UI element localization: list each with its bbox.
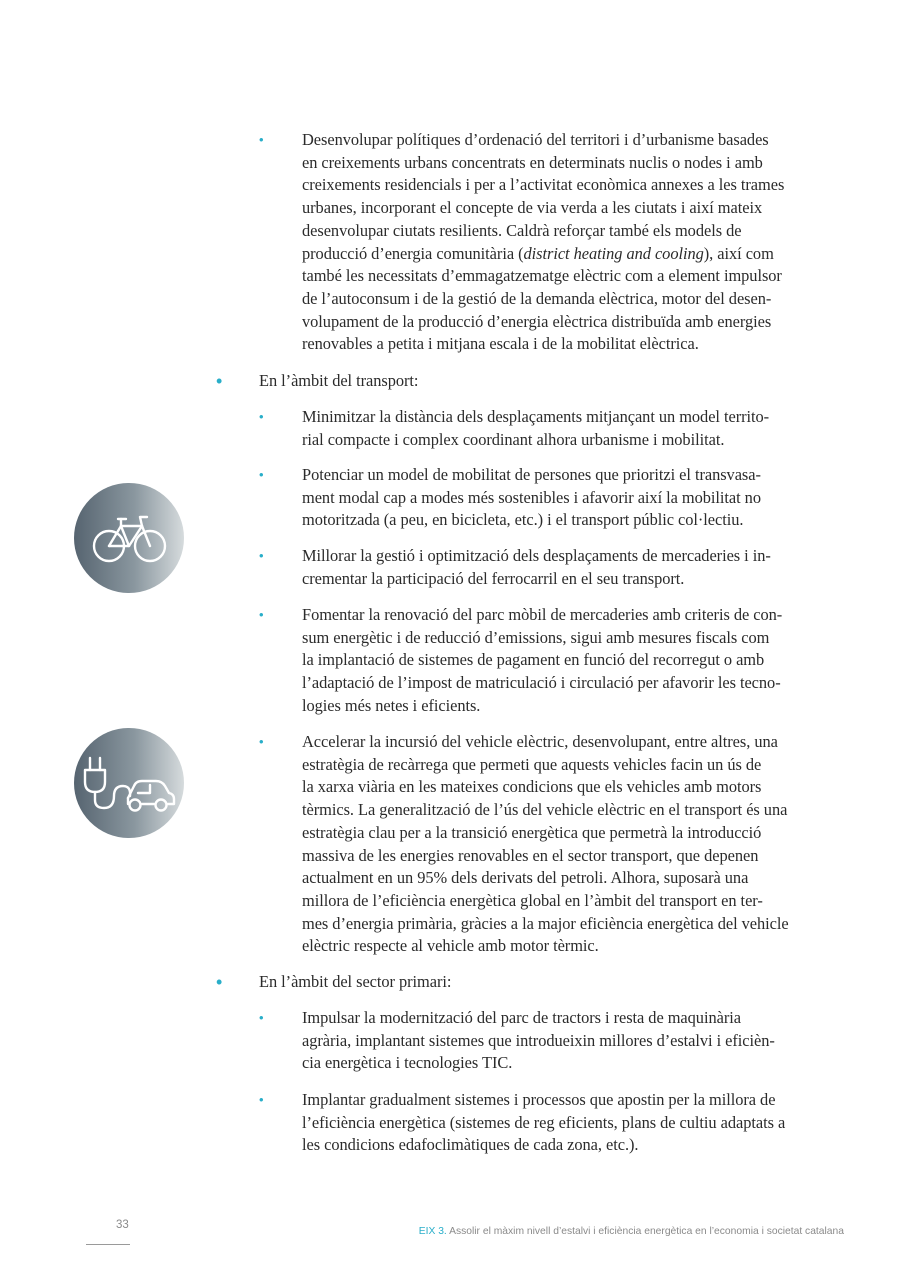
text-line: cia energètica i tecnologies TIC. [302,1053,513,1073]
section-heading-transport [216,370,839,393]
heading-text: En l’àmbit del transport: [259,371,419,390]
text-line: volupament de la producció d’energia elèctrica distribuïda amb energies [302,311,772,331]
text-line: agrària, implantant sistemes que introdueixin millores d’estalvi i eficièn- [302,1030,775,1050]
bicycle-icon [74,483,184,593]
text-line: de l’autoconsum i de la gestió de la demanda elèctrica, motor del desen- [302,288,772,308]
bullet: • [259,409,264,424]
list-item-primary-1 [259,1007,847,1075]
text-line: urbanes, incorporant el concepte de via verda a les ciutats i així mateix [302,198,763,218]
text-line: l’eficiència energètica (sistemes de reg eficients, plans de cultiu adaptats a [302,1112,786,1132]
text-line: Implantar gradualment sistemes i processos que apostin per la millora de [302,1090,776,1109]
text-line: renovables a petita i mitjana escala i de la mobilitat elèctrica. [302,334,699,354]
list-item-transport-5 [259,731,847,958]
bullet: • [259,132,264,147]
text-line [302,243,847,266]
text-line: logies més netes i eficients. [302,695,481,715]
text-line: en creixements urbans concentrats en determinats nuclis o nodes i amb [302,152,763,172]
text-line: Desenvolupar polítiques d’ordenació del territori i d’urbanisme basades [302,130,769,149]
text-line: ment modal cap a modes més sostenibles i afavorir així la mobilitat no [302,487,761,507]
bullet: • [259,548,264,563]
text-line: la implantació de sistemes de pagament en funció del recorregut o amb [302,650,765,670]
bullet: • [259,607,264,622]
running-footer [419,1226,844,1237]
list-item-transport-2 [259,464,847,532]
list-item-transport-3 [259,545,847,590]
text-line: Potenciar un model de mobilitat de persones que prioritzi el transvasa- [302,465,761,484]
text-line: Minimitzar la distància dels desplaçaments mitjançant un model territo- [302,407,770,426]
text-line: motoritzada (a peu, en bicicleta, etc.) i el transport públic col·lectiu. [302,510,744,530]
bullet: • [216,371,223,391]
text-line: massiva de les energies renovables en el sector transport, que depenen [302,845,759,865]
text-line: creixements residencials i per a l’activitat econòmica annexes a les trames [302,175,785,195]
text-line: Accelerar la incursió del vehicle elèctric, desenvolupant, entre altres, una [302,732,778,751]
text-line: la xarxa viària en les mateixes condicions que els vehicles amb motors [302,777,762,797]
text-run: producció d’energia comunitària ( [302,243,524,263]
section-heading-primary [216,971,839,994]
text-line: Impulsar la modernització del parc de tractors i resta de maquinària [302,1008,741,1027]
text-line: crementar la participació del ferrocarril en el seu transport. [302,568,685,588]
text-line: elèctric respecte al vehicle amb motor tèrmic. [302,936,599,956]
bullet: • [259,1092,264,1107]
bullet: • [259,1010,264,1025]
text-line: Fomentar la renovació del parc mòbil de mercaderies amb criteris de con- [302,605,783,624]
text-line: actualment en un 95% dels derivats del petroli. Alhora, suposarà una [302,868,749,888]
text-line: estratègia clau per a la transició energètica que permetrà la introducció [302,822,762,842]
plug-car-icon [74,728,184,838]
bullet: • [259,467,264,482]
bullet: • [259,734,264,749]
list-item-primary-2 [259,1089,847,1157]
text-line: rial compacte i complex coordinant alhora urbanisme i mobilitat. [302,429,725,449]
footer-divider [86,1244,130,1245]
list-item-urbanism [259,129,847,356]
heading-text: En l’àmbit del sector primari: [259,972,452,991]
text-run: ), així com [703,243,774,263]
footer-title-text: Assolir el màxim nivell d’estalvi i eficiència energètica en l’economia i societat catalana [446,1226,844,1237]
text-line: les condicions edafoclimàtiques de cada zona, etc.). [302,1135,639,1155]
list-item-transport-1 [259,406,847,451]
text-line: tèrmics. La generalització de l’ús del vehicle elèctric en el transport és una [302,800,788,820]
text-line: l’adaptació de l’impost de matriculació i circulació per afavorir les tecno- [302,673,781,693]
list-item-transport-4 [259,604,847,718]
text-line: mes d’energia primària, gràcies a la major eficiència energètica del vehicle [302,913,789,933]
text-line: sum energètic i de reducció d’emissions, sigui amb mesures fiscals com [302,627,770,647]
text-line: Millorar la gestió i optimització dels desplaçaments de mercaderies i in- [302,546,771,565]
text-line: estratègia de recàrrega que permeti que aquests vehicles facin un ús de [302,754,762,774]
italic-term: district heating and cooling [523,243,704,263]
text-line: millora de l’eficiència energètica global en l’àmbit del transport en ter- [302,890,763,910]
text-line: desenvolupar ciutats resilients. Caldrà reforçar també els models de [302,220,742,240]
page-number: 33 [116,1219,129,1231]
bullet: • [216,972,223,992]
axis-label: EIX 3. [418,1226,447,1237]
text-line: també les necessitats d’emmagatzematge elèctric com a element impulsor [302,266,782,286]
